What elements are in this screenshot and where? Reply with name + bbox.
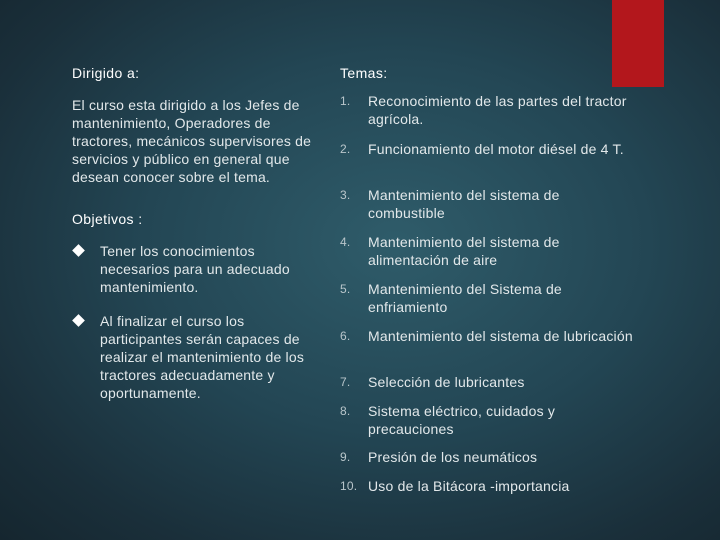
topic-item xyxy=(340,186,640,222)
topic-number: 4. xyxy=(340,235,351,249)
topic-text: Mantenimiento del sistema de combustible xyxy=(368,187,560,221)
topic-item xyxy=(340,280,640,316)
objective-item: Al finalizar el curso los participantes serán capaces de realizar el mantenimiento de los tractores adecuadamente y oportunamente. xyxy=(72,312,322,402)
topic-item xyxy=(340,92,640,128)
topic-number: 1. xyxy=(340,94,351,108)
topic-item xyxy=(340,233,640,269)
objective-item: Tener los conocimientos necesarios para un adecuado mantenimiento. xyxy=(72,242,322,296)
audience-heading: Dirigido a: xyxy=(72,65,140,81)
topic-number: 3. xyxy=(340,188,351,202)
topic-text: Uso de la Bitácora -importancia xyxy=(368,478,570,494)
topic-item xyxy=(340,402,640,438)
topic-item xyxy=(340,477,640,495)
topic-text: Mantenimiento del sistema de alimentación de aire xyxy=(368,234,560,268)
topic-number: 10. xyxy=(340,479,358,493)
topic-item xyxy=(340,448,640,466)
topic-text: Mantenimiento del sistema de lubricación xyxy=(368,328,633,344)
topic-number: 5. xyxy=(340,282,351,296)
topic-text: Reconocimiento de las partes del tractor agrícola. xyxy=(368,93,627,127)
diamond-bullet-icon xyxy=(72,314,85,327)
audience-description: El curso esta dirigido a los Jefes de mantenimiento, Operadores de tractores, mecánicos supervisores de servicios y público en general que desean conocer sobre el tema. xyxy=(72,97,312,185)
accent-bar xyxy=(612,0,664,87)
topics-heading: Temas: xyxy=(340,65,388,81)
topic-item xyxy=(340,327,640,345)
topic-text: Funcionamiento del motor diésel de 4 T. xyxy=(368,141,624,157)
topic-item xyxy=(340,373,640,391)
topic-number: 7. xyxy=(340,375,351,389)
topic-text: Selección de lubricantes xyxy=(368,374,525,390)
topic-text: Mantenimiento del Sistema de enfriamiento xyxy=(368,281,562,315)
objectives-heading: Objetivos : xyxy=(72,211,143,227)
topic-number: 8. xyxy=(340,404,351,418)
topic-number: 6. xyxy=(340,329,351,343)
topic-number: 9. xyxy=(340,450,351,464)
diamond-bullet-icon xyxy=(72,244,85,257)
topic-item xyxy=(340,140,640,158)
topic-number: 2. xyxy=(340,142,351,156)
topic-text: Sistema eléctrico, cuidados y precauciones xyxy=(368,403,556,437)
topic-text: Presión de los neumáticos xyxy=(368,449,538,465)
objectives-list xyxy=(72,238,322,402)
